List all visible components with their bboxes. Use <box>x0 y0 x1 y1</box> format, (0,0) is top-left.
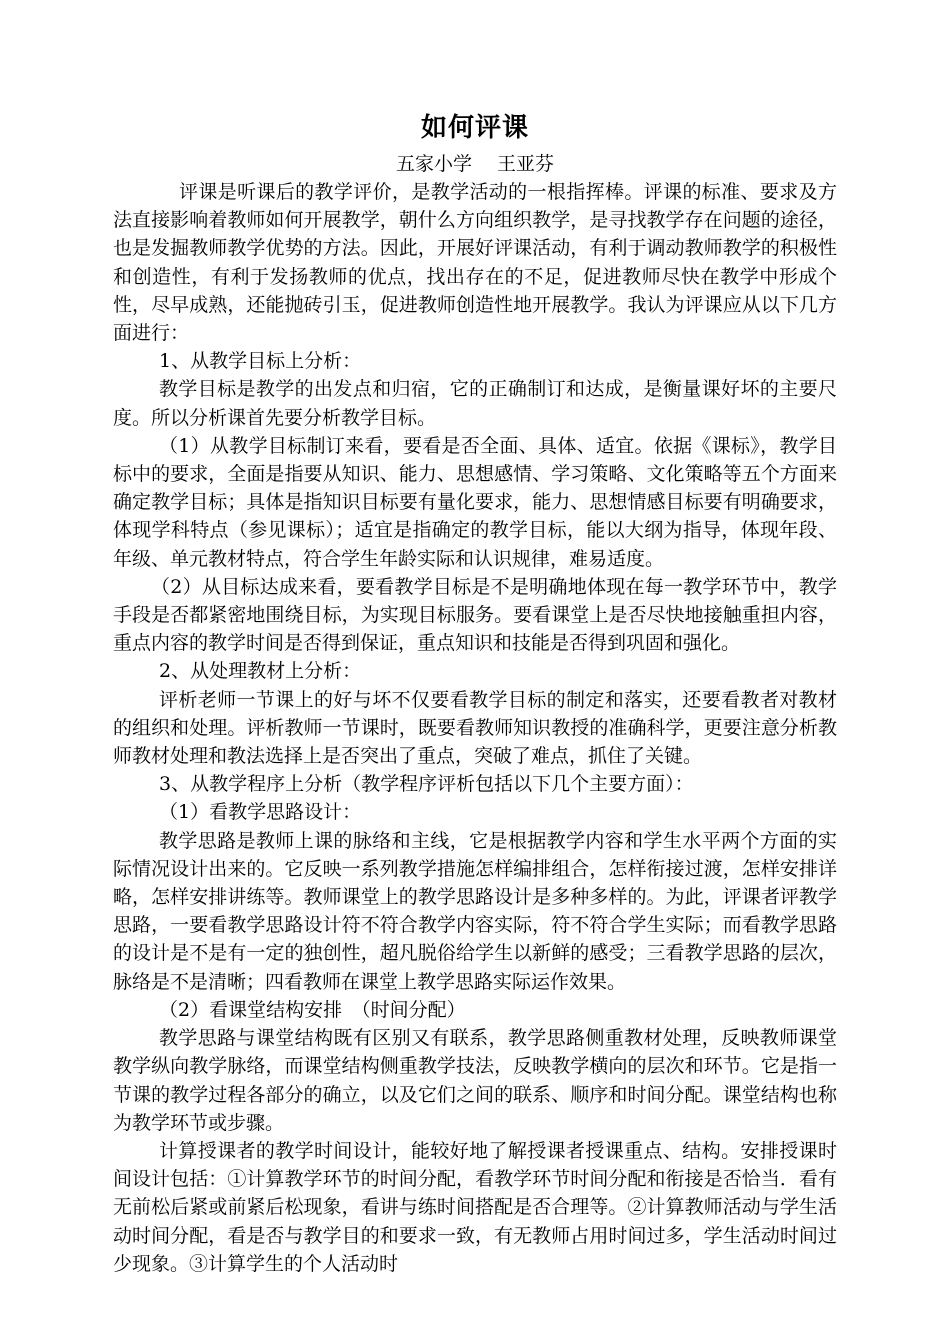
body-paragraph: 计算授课者的教学时间设计，能较好地了解授课者授课重点、结构。安排授课时间设计包括：①计算教学环节的时间分配，看教学环节时间分配和衔接是否恰当．看有无前松后紧或前紧后松现象，看讲与练时间搭配是否合理等。②计算教师活动与学生活动时间分配，看是否与教学目的和要求一致，有无教师占用时间过多，学生活动时间过少现象。③计算学生的个人活动时 <box>113 1139 837 1275</box>
body-paragraph: 评课是听课后的教学评价，是教学活动的一根指挥棒。评课的标准、要求及方法直接影响着教师如何开展教学，朝什么方向组织教学，是寻找教学存在问题的途径，也是发掘教师教学优势的方法。因此，开展好评课活动，有利于调动教师教学的积极性和创造性，有利于发扬教师的优点，找出存在的不足，促进教师尽快在教学中形成个性，尽早成熟，还能抛砖引玉，促进教师创造性地开展教学。我认为评课应从以下几方面进行： <box>113 181 837 345</box>
subsection-heading: （2）看课堂结构安排 （时间分配） <box>159 998 466 1021</box>
document-title: 如何评课 <box>420 113 529 143</box>
section-heading: 2、从处理教材上分析： <box>159 660 362 683</box>
document-content <box>113 106 837 1278</box>
body-paragraph: （2）从目标达成来看，要看教学目标是不是明确地体现在每一教学环节中，教学手段是否都紧密地围绕目标，为实现目标服务。要看课堂上是否尽快地接触重担内容，重点内容的教学时间是否得到保证，重点知识和技能是否得到巩固和强化。 <box>113 575 837 655</box>
author-byline: 五家小学 王亚芬 <box>395 153 555 175</box>
subsection-heading: （1）看教学思路设计： <box>159 801 362 824</box>
body-paragraph: 教学思路是教师上课的脉络和主线，它是根据教学内容和学生水平两个方面的实际情况设计出来的。它反映一系列教学措施怎样编排组合，怎样衔接过渡，怎样安排详略，怎样安排讲练等。教师课堂上的教学思路设计是多种多样的。为此，评课者评教学思路，一要看教学思路设计符不符合教学内容实际，符不符合学生实际；而看教学思路的设计是不是有一定的独创性，超凡脱俗给学生以新鲜的感受；三看教学思路的层次，脉络是不是清晰；四看教师在课堂上教学思路实际运作效果。 <box>113 829 837 993</box>
body-paragraph: 教学思路与课堂结构既有区别又有联系，教学思路侧重教材处理，反映教师课堂教学纵向教学脉络，而课堂结构侧重教学技法，反映教学横向的层次和环节。它是指一节课的教学过程各部分的确立，以及它们之间的联系、顺序和时间分配。课堂结构也称为教学环节或步骤。 <box>113 1027 837 1134</box>
section-heading: 1、从教学目标上分析： <box>159 350 362 373</box>
body-paragraph: （1）从教学目标制订来看，要看是否全面、具体、适宜。依据《课标》，教学目标中的要求，全面是指要从知识、能力、思想感情、学习策略、文化策略等五个方面来确定教学目标；具体是指知识目标要有量化要求，能力、思想情感目标要有明确要求，体现学科特点（参见课标）；适宜是指确定的教学目标，能以大纲为指导，体现年段、年级、单元教材特点，符合学生年龄实际和认识规律，难易适度。 <box>113 434 837 570</box>
body-paragraph: 评析老师一节课上的好与坏不仅要看教学目标的制定和落实，还要看教者对教材的组织和处理。评析教师一节课时，既要看教师知识教授的准确科学，更要注意分析教师教材处理和教法选择上是否突出了重点，突破了难点，抓住了关键。 <box>113 688 837 768</box>
document-body <box>113 178 837 1278</box>
section-heading: 3、从教学程序上分析（教学程序评析包括以下几个主要方面）： <box>159 773 694 796</box>
body-paragraph: 教学目标是教学的出发点和归宿，它的正确制订和达成，是衡量课好坏的主要尺度。所以分析课首先要分析教学目标。 <box>113 378 837 429</box>
